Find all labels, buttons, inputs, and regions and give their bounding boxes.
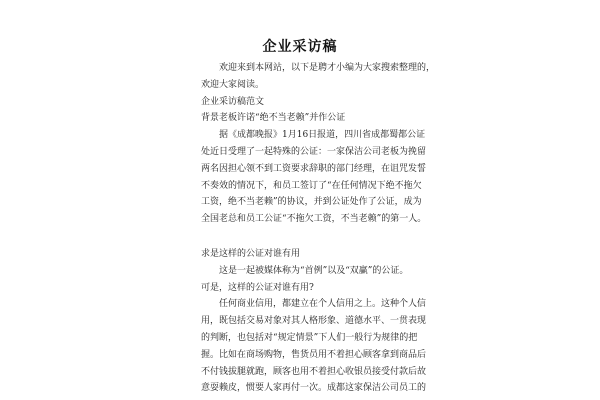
- body-line: 不奏效的情况下，和员工签订了“在任何情况下绝不拖欠: [201, 180, 422, 191]
- body-line: 据《成都晚报》1月16日报道，四川省成都蜀都公证: [219, 130, 426, 141]
- body-line: 握。比如在商场购物，售货员用不着担心顾客拿到商品后: [201, 349, 427, 360]
- body-line: 不付钱拔腿就跑，顾客也用不着担心收银员接受付款后故: [201, 366, 427, 377]
- body-line: 欢迎来到本网站，以下是聘才小编为大家搜索整理的，: [219, 63, 436, 73]
- body-line: 两名因担心领不到工资要求辞职的部门经理，在诅咒发誓: [201, 163, 427, 174]
- body-line: 处近日受理了一起特殊的公证：一家保洁公司老板为挽留: [201, 146, 427, 157]
- body-line: 意耍赖皮，惯要人家再付一次。成都这家保洁公司员工的: [201, 383, 427, 394]
- body-line: 这是一起被媒体称为“首例”以及“双赢”的公证。: [219, 265, 409, 276]
- body-line: 工资，绝不当老赖”的协议，并到公证处作了公证，成为: [201, 197, 422, 208]
- body-line: 企业采访稿范文: [201, 96, 265, 107]
- body-line: 求是这样的公证对谁有用: [201, 248, 301, 259]
- document-body: [201, 60, 436, 397]
- body-line: 的判断，也包括对“规定情景”下人们一般行为规律的把: [201, 332, 418, 343]
- body-line: 背景老板许诺“绝不当老赖”并作公证: [201, 113, 346, 124]
- body-line: 任何商业信用，都建立在个人信用之上。这种个人信: [219, 299, 427, 310]
- body-line: 可是，这样的公证对谁有用?: [201, 282, 314, 293]
- paragraph-gap: [201, 228, 411, 246]
- body-line: 用，既包括交易对象对其人格形象、道德水平、一贯表现: [201, 316, 427, 327]
- body-line: 欢迎大家阅读。: [201, 79, 265, 90]
- body-line: 全国老总和员工公证“不拖欠工资，不当老赖”的第一人。: [201, 214, 427, 225]
- document-title: 企业采访稿: [262, 39, 338, 55]
